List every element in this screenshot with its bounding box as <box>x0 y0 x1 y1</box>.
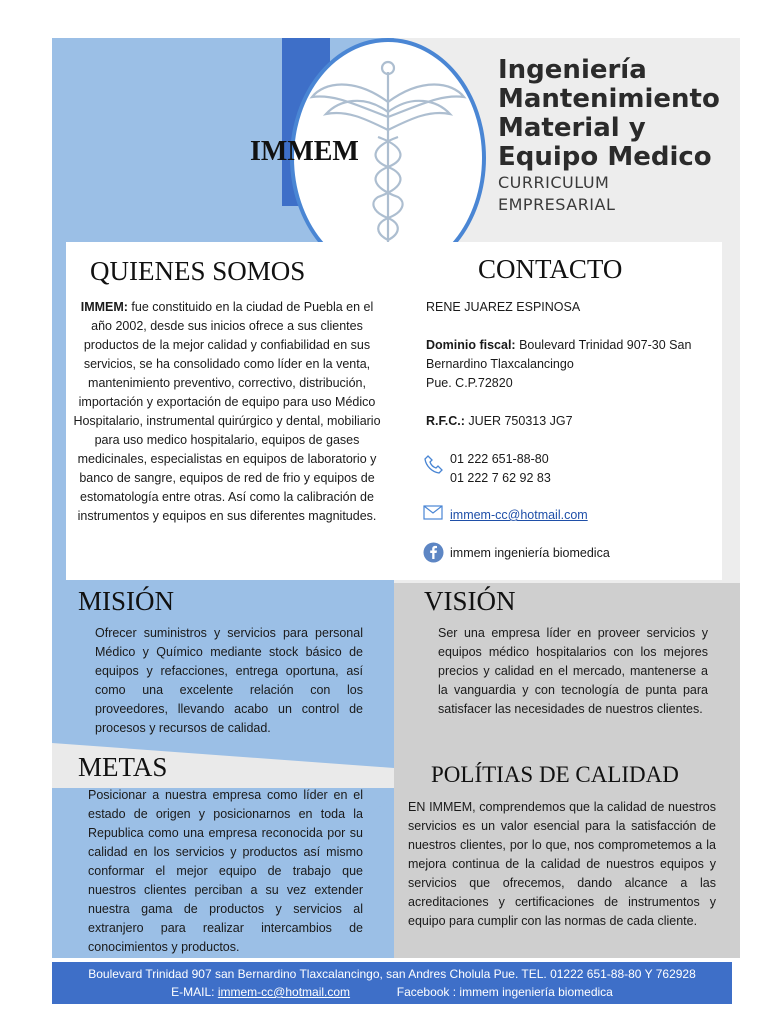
header-title-line-3: Material y <box>498 113 646 143</box>
quienes-somos-title: QUIENES SOMOS <box>90 256 306 286</box>
phone-icon <box>424 454 444 474</box>
contact-name: RENE JUAREZ ESPINOSA <box>426 300 581 314</box>
footer-contact-line <box>52 983 732 1001</box>
politicas-title: POLÍTIAS DE CALIDAD <box>431 762 679 787</box>
contact-rfc-label: R.F.C.: <box>426 414 465 428</box>
vision-text: Ser una empresa líder en proveer servicios y equipos médico hospitalarios con los mejores precios y calidad en el mercado, mantenerse a la vanguardia y con tecnología de punta para satisfacer las necesidades de nuestros clientes. <box>438 626 708 716</box>
logo-text: IMMEM <box>250 136 359 167</box>
contact-fiscal-address <box>426 336 720 393</box>
vision-title: VISIÓN <box>424 586 516 616</box>
header-subtitle-line-1: CURRICULUM <box>498 173 610 192</box>
contact-phone-2: 01 222 7 62 92 83 <box>450 471 551 485</box>
footer-facebook[interactable]: Facebook : immem ingeniería biomedica <box>396 985 613 999</box>
contact-phone-1: 01 222 651-88-80 <box>450 452 549 466</box>
footer-email-link[interactable]: immem-cc@hotmail.com <box>217 985 351 999</box>
quienes-somos-lead: IMMEM: <box>80 300 128 314</box>
contact-fiscal-label: Dominio fiscal: <box>426 338 516 352</box>
header-title-line-4: Equipo Medico <box>498 142 712 172</box>
footer-address: Boulevard Trinidad 907 san Bernardino Tlaxcalancingo, san Andres Cholula Pue. TEL. 01222 651-88-80 Y 762928 <box>88 967 696 981</box>
header-title-block <box>498 56 738 216</box>
metas-title: METAS <box>78 752 168 782</box>
contact-fiscal-line2: Pue. C.P.72820 <box>426 376 513 390</box>
contact-fiscal-text: Boulevard Trinidad 907-30 San Bernardino Tlaxcalancingo <box>426 338 692 371</box>
contacto-title: CONTACTO <box>478 254 623 284</box>
quienes-somos-body: fue constituido en la ciudad de Puebla en el año 2002, desde sus inicios ofrece a sus clientes productos de la mejor calidad y confiabilidad en sus servicios, se ha consolidado como líder en la venta, mantenimiento preventivo, correctivo, distribución, importación y exportación de equipo para uso Médico Hospitalario, instrumental quirúrgico y dental, mobiliario para uso medico hospitalario, equipos de gases medicinales, especialistas en equipos de laboratorio y banco de sangre, equipos de red de frio y equipos de estomatología entre otras. Así como la calibración de instrumentos y equipos en sus diferentes magnitudes. <box>73 300 381 523</box>
mision-text: Ofrecer suministros y servicios para personal Médico y Químico mediante stock básico de equipos y refacciones, entrega oportuna, así como una excelente relación con los proveedores, llevando acabo un control de procesos y recursos de calidad. <box>95 626 363 735</box>
quienes-somos-text <box>72 298 382 526</box>
footer-bar <box>52 962 732 1004</box>
header-title-line-2: Mantenimiento <box>498 84 720 114</box>
politicas-text: EN IMMEM, comprendemos que la calidad de nuestros servicios es un valor esencial para la satisfacción de nuestros clientes, por lo que, nos comprometemos a la mejora continua de la calidad de nuestros equipos y servicios que ofrecemos, dando alcance a las acreditaciones y certificaciones de instrumentos y equipo para cumplir con las normas de cada cliente. <box>408 800 716 928</box>
envelope-icon <box>423 505 443 520</box>
facebook-icon[interactable] <box>423 542 444 563</box>
contact-facebook[interactable]: immem ingeniería biomedica <box>450 546 610 560</box>
header-title-line-1: Ingeniería <box>498 55 647 85</box>
header-subtitle-line-2: EMPRESARIAL <box>498 195 616 214</box>
contact-rfc <box>426 412 573 431</box>
contact-email-link[interactable]: immem-cc@hotmail.com <box>450 508 588 522</box>
footer-email-label: E-MAIL: <box>171 985 218 999</box>
metas-text: Posicionar a nuestra empresa como líder en el estado de origen y posicionarnos en toda la Republica como una empresa reconocida por su calidad en los servicios y productos así mismo conformar el mejor equipo de trabajo que nuestros clientes perciban a su vez extender nuestra gama de productos y servicios al extranjero para realizar intercambios de conocimientos y productos. <box>88 788 363 954</box>
contact-phones <box>450 450 551 488</box>
contact-rfc-value: JUER 750313 JG7 <box>464 414 573 428</box>
mision-title: MISIÓN <box>78 586 175 616</box>
